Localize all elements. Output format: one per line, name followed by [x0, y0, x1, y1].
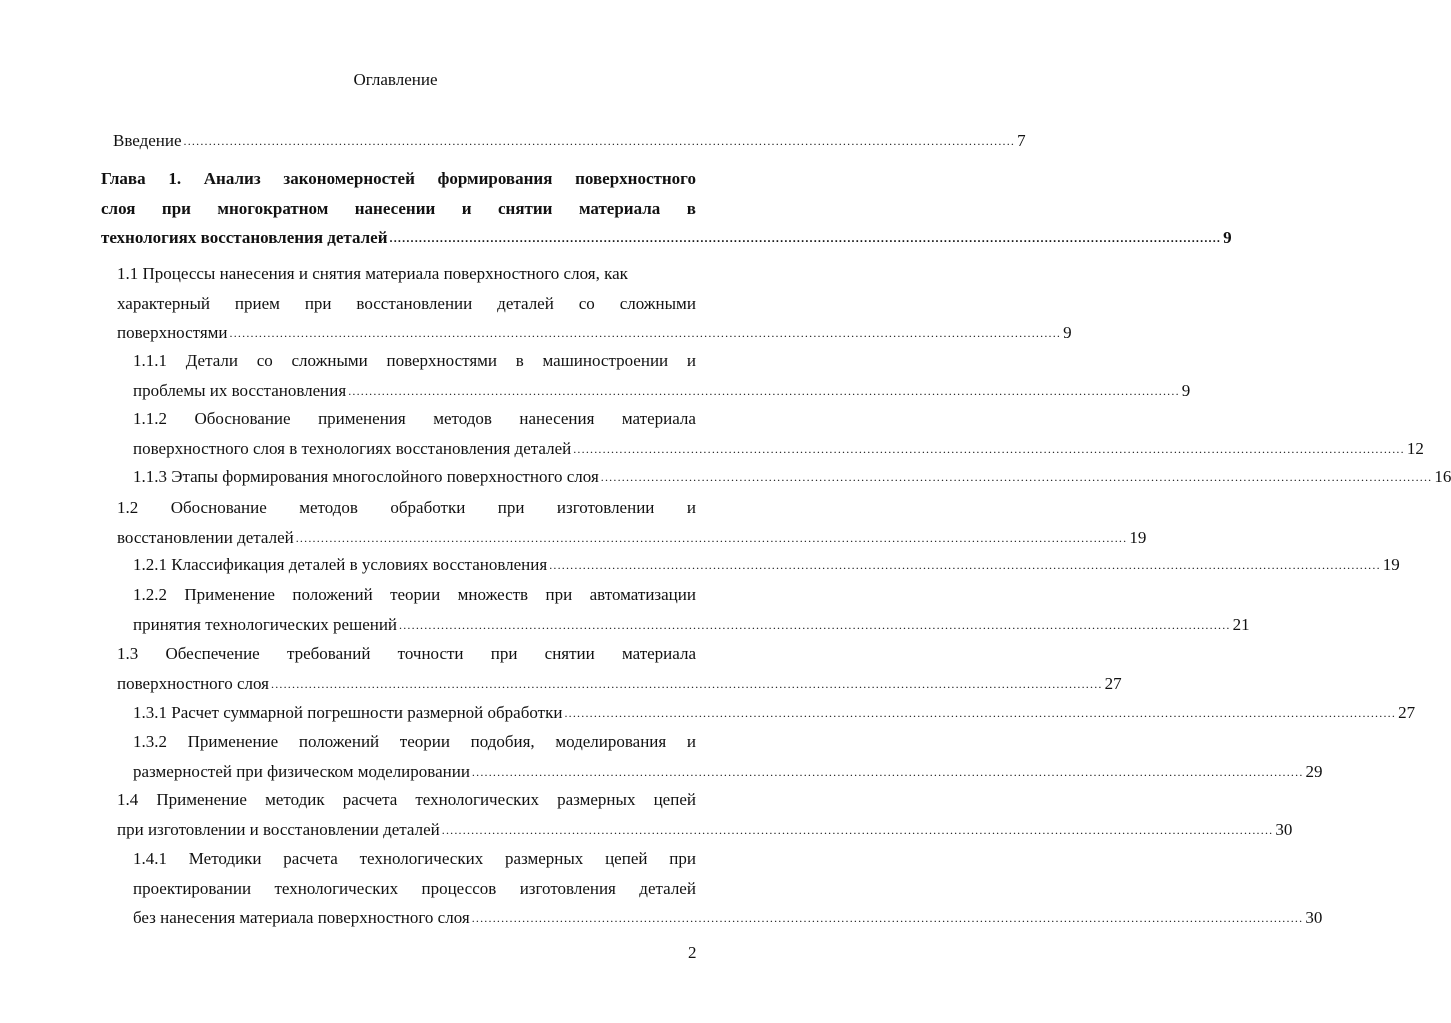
toc-word: 1.2	[117, 498, 139, 517]
toc-page-number: 27	[1104, 673, 1122, 693]
toc-page-number: 21	[1232, 614, 1250, 634]
toc-word: Обеспечение	[165, 644, 260, 663]
toc-word: технологических	[415, 790, 539, 809]
toc-page-number: 19	[1382, 555, 1400, 574]
toc-entry-title: 1.2.1 Классификация деталей в условиях восстановления	[133, 555, 548, 574]
toc-entry[interactable]	[133, 698, 1416, 728]
toc-leader-dots: ......................................................................................................................................................................................................	[399, 617, 1231, 632]
toc-word: цепей	[605, 849, 648, 868]
toc-entry-title: поверхностного слоя	[117, 673, 269, 693]
toc-word: прием	[234, 293, 280, 313]
toc-page-number: 27	[1398, 703, 1416, 722]
toc-entry[interactable]	[117, 259, 1072, 348]
toc-word: деталей	[497, 293, 554, 313]
toc-word: Методики	[188, 849, 262, 868]
toc-entry[interactable]	[133, 844, 1323, 933]
toc-leader-dots: ......................................................................................................................................................................................................	[549, 558, 1381, 572]
toc-entry-title: проблемы их восстановления	[133, 380, 347, 400]
toc-word: сложными	[619, 293, 696, 313]
toc-word: и	[461, 198, 472, 218]
toc-page-number: 12	[1406, 438, 1424, 458]
toc-word: и	[686, 351, 696, 370]
toc-word: технологических	[359, 849, 484, 868]
toc-word: методик	[265, 790, 325, 809]
toc-entry-line	[117, 493, 696, 523]
toc-leader-dots: ......................................................................................................................................................................................................	[600, 470, 1433, 484]
toc-word: при	[669, 849, 696, 868]
toc-word: Применение	[184, 585, 275, 604]
toc-page-number: 9	[1181, 380, 1191, 400]
toc-word: расчета	[283, 849, 338, 868]
toc-word: машиностроении	[542, 351, 669, 370]
toc-entry[interactable]	[133, 550, 1400, 580]
page-number: 2	[688, 943, 697, 962]
toc-word: 1.1.1	[133, 351, 167, 370]
toc-word: теории	[390, 585, 441, 604]
toc-page-number: 16	[1434, 467, 1451, 486]
toc-word: множеств	[457, 585, 529, 604]
toc-word: 1.1 Процессы нанесения и снятия материала поверхностного слоя, как	[117, 264, 628, 283]
toc-word: расчета	[342, 790, 398, 809]
toc-entry-line	[133, 346, 696, 376]
toc-word: материала	[578, 198, 661, 218]
toc-word: Обоснование	[170, 498, 267, 517]
toc-word: 1.	[168, 169, 182, 188]
toc-entry-title: поверхностного слоя в технологиях восстановления деталей	[133, 438, 572, 458]
toc-word: цепей	[653, 790, 696, 809]
toc-word: Обоснование	[194, 409, 291, 428]
toc-word: при	[497, 498, 525, 517]
toc-leader-dots: ......................................................................................................................................................................................................	[441, 822, 1274, 837]
toc-entry[interactable]	[133, 462, 1451, 492]
toc-word: деталей	[639, 878, 696, 898]
toc-entry-last-line	[133, 698, 1416, 728]
toc-entry-last-line	[133, 903, 1323, 933]
toc-word: при	[161, 198, 191, 218]
toc-entry[interactable]	[117, 493, 1147, 552]
toc-word: и	[686, 732, 696, 751]
toc-word: теории	[399, 732, 450, 751]
toc-word: изготовления	[519, 878, 616, 898]
toc-word: многократном	[217, 198, 329, 218]
toc-entry-title: 1.3.1 Расчет суммарной погрешности размерной обработки	[133, 703, 563, 722]
toc-entry-title: восстановлении деталей	[117, 527, 294, 547]
toc-word: при	[304, 293, 332, 313]
toc-word: технологических	[274, 878, 399, 898]
toc-leader-dots: ......................................................................................................................................................................................................	[229, 326, 1062, 340]
toc-word: точности	[397, 644, 464, 663]
toc-word: проектировании	[133, 878, 252, 898]
toc-word: восстановлении	[356, 293, 473, 313]
toc-word: при	[545, 585, 573, 604]
toc-entry-last-line	[133, 610, 1250, 640]
toc-word: методов	[299, 498, 358, 517]
toc-word: моделирования	[555, 732, 667, 751]
toc-word: автоматизации	[589, 585, 696, 604]
toc-word: закономерностей	[283, 169, 415, 188]
toc-word: характерный	[117, 293, 210, 313]
toc-word: обработки	[390, 498, 466, 517]
toc-word: материала	[621, 644, 696, 663]
toc-entry-title: технологиях восстановления деталей	[101, 228, 388, 247]
toc-word: процессов	[421, 878, 497, 898]
toc-entry-last-line	[113, 126, 1026, 156]
toc-entry-line	[101, 164, 696, 194]
toc-word: Анализ	[203, 169, 261, 188]
toc-entry[interactable]	[133, 404, 1424, 463]
toc-entry-last-line	[117, 815, 1293, 845]
toc-word: Применение	[156, 790, 247, 809]
toc-leader-dots: ......................................................................................................................................................................................................	[471, 911, 1304, 925]
toc-entry-last-line	[133, 376, 1191, 406]
toc-word: Применение	[187, 732, 279, 751]
toc-word: Детали	[185, 351, 238, 370]
toc-entry-line	[133, 844, 696, 874]
toc-word: изготовлении	[556, 498, 655, 517]
toc-word: поверхностного	[575, 169, 696, 188]
toc-word: слоя	[101, 198, 136, 218]
toc-word: снятии	[544, 644, 595, 663]
toc-entry-last-line	[133, 757, 1323, 787]
toc-entry-last-line	[133, 550, 1400, 580]
toc-entry[interactable]	[133, 727, 1323, 786]
toc-word: 1.2.2	[133, 585, 167, 604]
toc-entry-last-line	[117, 318, 1072, 348]
toc-word: в	[515, 351, 524, 370]
toc-word: подобия,	[470, 732, 535, 751]
toc-entry[interactable]	[117, 639, 1122, 698]
toc-page-number: 9	[1223, 228, 1232, 247]
toc-word: 1.4	[117, 790, 139, 809]
toc-word: со	[256, 351, 273, 370]
toc-word: при	[490, 644, 518, 663]
toc-entry-last-line	[117, 523, 1147, 553]
toc-leader-dots: ......................................................................................................................................................................................................	[471, 764, 1304, 779]
toc-word: 1.1.2	[133, 409, 167, 428]
toc-entry-line	[133, 580, 696, 610]
toc-leader-dots: ......................................................................................................................................................................................................	[573, 441, 1405, 456]
toc-entry-line	[117, 259, 696, 289]
toc-entry[interactable]	[133, 580, 1250, 639]
toc-word: в	[686, 198, 696, 218]
toc-page-number: 19	[1129, 527, 1147, 547]
page-title: Оглавление	[353, 70, 438, 89]
toc-page-number: 30	[1275, 819, 1293, 839]
toc-word: со	[578, 293, 595, 313]
toc-entry-line	[117, 639, 696, 669]
toc-entry-last-line	[117, 669, 1122, 699]
toc-word: положений	[298, 732, 380, 751]
toc-word: нанесения	[519, 409, 595, 428]
toc-page-number: 30	[1305, 908, 1323, 927]
toc-word: 1.4.1	[133, 849, 167, 868]
toc-word: сложными	[291, 351, 368, 370]
toc-page-number: 29	[1305, 761, 1323, 781]
toc-word: нанесении	[354, 198, 436, 218]
toc-entry-last-line	[133, 434, 1424, 464]
toc-word: материала	[621, 409, 696, 428]
toc-word: 1.3.2	[133, 732, 167, 751]
toc-word: применения	[318, 409, 406, 428]
toc-entry-title: 1.1.3 Этапы формирования многослойного поверхностного слоя	[133, 467, 599, 486]
toc-word: формирования	[437, 169, 553, 188]
toc-entry-line	[133, 727, 696, 757]
toc-word: требований	[286, 644, 371, 663]
toc-entry-title: размерностей при физическом моделировании	[133, 761, 470, 781]
toc-word: снятии	[498, 198, 553, 218]
toc-page-number: 7	[1017, 131, 1026, 150]
toc-leader-dots: ......................................................................................................................................................................................................	[295, 530, 1128, 545]
toc-word: методов	[433, 409, 492, 428]
toc-entry-title: поверхностями	[117, 323, 228, 342]
toc-leader-dots: ......................................................................................................................................................................................................	[271, 676, 1103, 691]
toc-entry-title: при изготовлении и восстановлении деталей	[117, 819, 440, 839]
toc-leader-dots: ......................................................................................................................................................................................................	[564, 706, 1397, 720]
toc-word: размерных	[557, 790, 636, 809]
toc-word: 1.3	[117, 644, 139, 663]
toc-entry[interactable]	[113, 126, 1026, 156]
toc-leader-dots: ......................................................................................................................................................................................................	[183, 134, 1016, 148]
toc-entry-line	[117, 289, 696, 319]
toc-entry[interactable]	[117, 785, 1293, 844]
toc-entry-title: принятия технологических решений	[133, 614, 398, 634]
toc-entry-line	[117, 785, 696, 815]
toc-entry[interactable]	[133, 346, 1191, 405]
toc-entry-title: Введение	[113, 131, 182, 150]
toc-entry-line	[133, 404, 696, 434]
toc-word: Глава	[101, 169, 146, 188]
toc-leader-dots: ......................................................................................................................................................................................................	[389, 231, 1222, 245]
toc-leader-dots: ......................................................................................................................................................................................................	[348, 383, 1180, 398]
toc-word: положений	[292, 585, 373, 604]
toc-word: и	[686, 498, 696, 517]
toc-entry-line	[133, 874, 696, 904]
toc-entry-line	[101, 194, 696, 224]
toc-entry-last-line	[101, 223, 1232, 253]
toc-entry-title: без нанесения материала поверхностного слоя	[133, 908, 470, 927]
toc-entry-last-line	[133, 462, 1451, 492]
toc-word: размерных	[504, 849, 584, 868]
toc-word: поверхностями	[386, 351, 498, 370]
toc-entry[interactable]	[101, 164, 1232, 253]
toc-page-number: 9	[1063, 323, 1072, 342]
